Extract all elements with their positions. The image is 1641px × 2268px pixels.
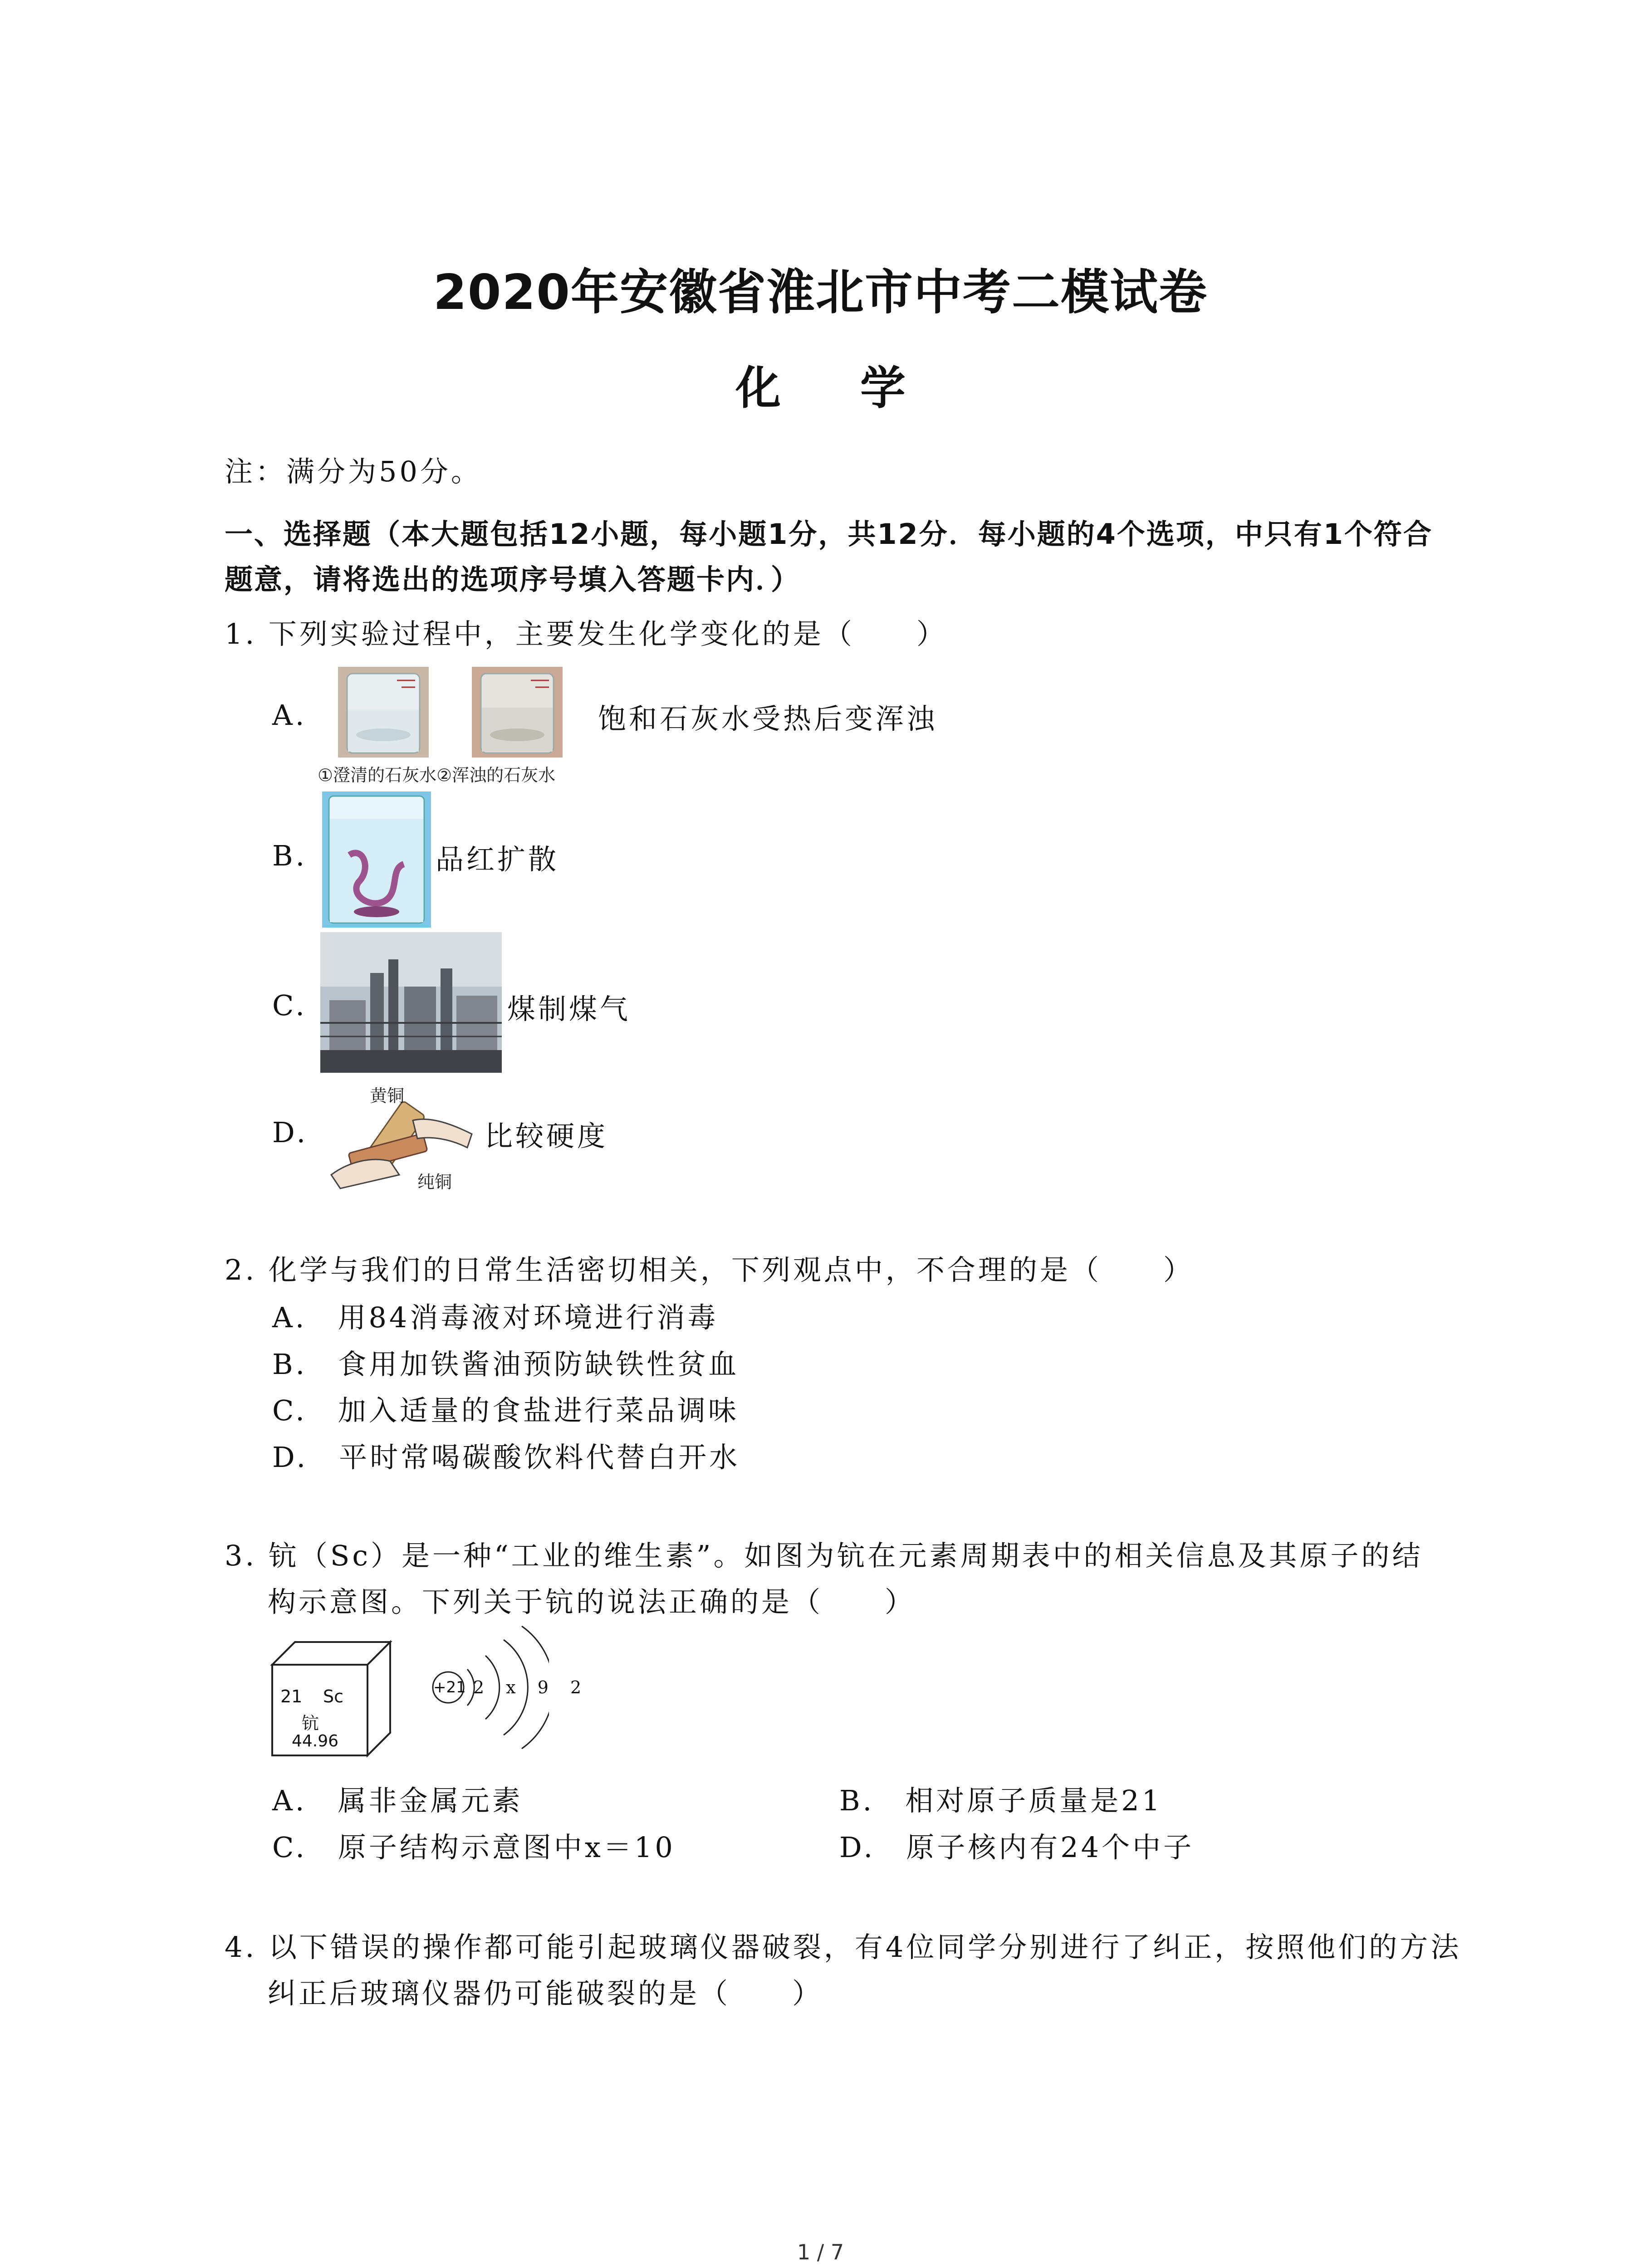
q4-stem-line1: 4. 以下错误的操作都可能引起玻璃仪器破裂，有4位同学分别进行了纠正，按照他们的方法 [225, 1931, 1462, 1964]
q1-option-a-letter: A. [272, 699, 307, 732]
atom-electron-shells: 2 x 9 2 [473, 1677, 590, 1697]
element-atomic-mass: 44.96 [292, 1732, 339, 1750]
q3-option-d: D. 原子核内有24个中子 [839, 1831, 1195, 1864]
q1-stem: 1. 下列实验过程中，主要发生化学变化的是（ ） [225, 617, 947, 650]
element-name: 钪 [302, 1713, 319, 1733]
q3-option-a: A. 属非金属元素 [272, 1784, 523, 1817]
q3-option-c: C. 原子结构示意图中x＝10 [272, 1831, 676, 1864]
q2-option-d: D. 平时常喝碳酸饮料代替白开水 [272, 1441, 740, 1474]
q2-stem: 2. 化学与我们的日常生活密切相关，下列观点中，不合理的是（ ） [225, 1253, 1194, 1286]
beaker-clear-limewater-image [338, 667, 429, 758]
subject-title: 化 学 [735, 362, 937, 415]
q2-option-a: A. 用84消毒液对环境进行消毒 [272, 1301, 719, 1334]
atom-nucleus-charge: +21 [433, 1678, 466, 1696]
q1-option-a-text: 饱和石灰水受热后变浑浊 [598, 702, 938, 735]
score-note: 注：满分为50分。 [225, 455, 482, 488]
element-symbol: Sc [323, 1686, 344, 1706]
q2-option-c: C. 加入适量的食盐进行菜品调味 [272, 1394, 739, 1427]
q1-option-c-text: 煤制煤气 [507, 992, 631, 1026]
q1-option-d-text: 比较硬度 [485, 1119, 608, 1153]
q3-stem-line2: 构示意图。下列关于钪的说法正确的是（ ） [268, 1585, 916, 1618]
coal-gas-plant-image [320, 932, 502, 1073]
q1-option-b-letter: B. [272, 839, 308, 872]
q1-option-b-text: 品红扩散 [436, 843, 559, 876]
page-title: 2020年安徽省淮北市中考二模试卷 [433, 264, 1208, 320]
q1-option-d-letter: D. [272, 1116, 309, 1149]
magenta-diffusion-beaker-image [322, 792, 431, 928]
beaker-turbid-limewater-image [472, 667, 563, 758]
q4-stem-line2: 纠正后玻璃仪器仍可能破裂的是（ ） [268, 1977, 823, 2010]
element-atomic-number: 21 [280, 1686, 303, 1706]
q2-option-b: B. 食用加铁酱油预防缺铁性贫血 [272, 1348, 740, 1381]
page-number: 1 / 7 [797, 2240, 844, 2264]
q3-stem-line1: 3. 钪（Sc）是一种“工业的维生素”。如图为钪在元素周期表中的相关信息及其原子的结 [225, 1539, 1423, 1572]
q3-option-b: B. 相对原子质量是21 [839, 1784, 1163, 1817]
brass-label: 黄铜 [370, 1086, 405, 1106]
pure-copper-label: 纯铜 [417, 1172, 452, 1192]
section-heading-line2: 题意，请将选出的选项序号填入答题卡内．） [225, 563, 801, 596]
q1-option-c-letter: C. [272, 989, 307, 1022]
section-heading-line1: 一、选择题（本大题包括12小题，每小题1分，共12分．每小题的4个选项，中只有1个符合 [225, 518, 1433, 551]
q1-option-a-caption: ①澄清的石灰水②浑浊的石灰水 [318, 765, 556, 785]
